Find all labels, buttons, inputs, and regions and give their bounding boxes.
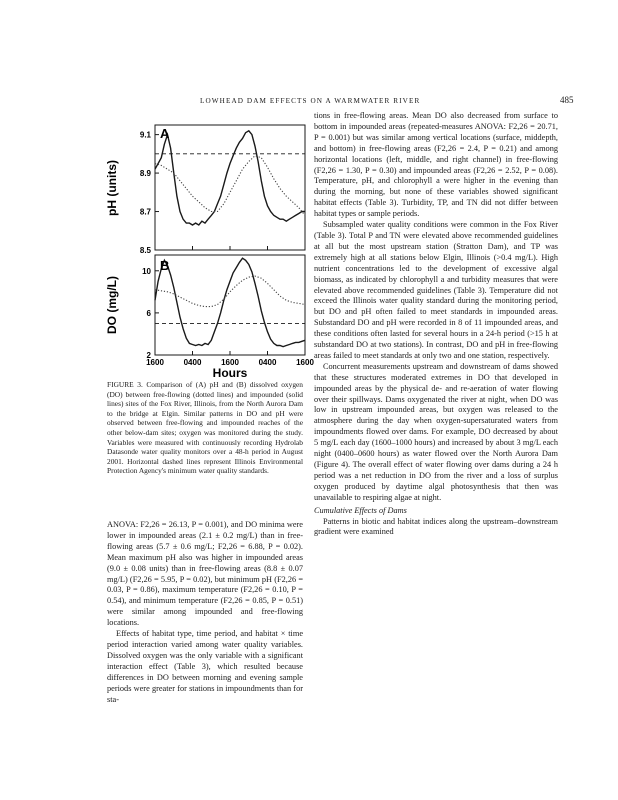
y-tick-label: 8.9 [139,169,151,179]
panel-a [140,131,305,255]
y-tick-label: 8.5 [139,246,151,255]
figure-caption: FIGURE 3. Comparison of (A) pH and (B) dissolved oxygen (DO) between free-flowing (dotted lines) and impounded (solid lines) sites of the Fox River, Illinois, from the North Aurora Dam to the bridge at Elgin. Similar patterns in DO and pH were observed between free-flowing and impounded reaches of the other below-dam sites; oxygen was monitored during the study. Variables were measured with continuously recording Hydrolab Datasonde water quality monitors over a 48-h period in August 2001. Horizontal dashed lines represent Illinois Environmental Protection Agency's minimum water quality standards. [107,380,303,476]
y-tick-label: 9.1 [139,130,151,140]
page-number: 485 [560,95,574,105]
left-paragraph-1: ANOVA: F2,26 = 26.13, P = 0.001), and DO minima were lower in impounded areas (2.1 ± 0.2 mg/L) than in free-flowing areas (5.7 ± 0.6 mg/L; F2,26 = 6.88, P = 0.02). Mean maximum pH also was higher in impounded areas (9.0 ± 0.08 units) than in free-flowing areas (8.8 ± 0.07 mg/L) (F2,26 = 5.95, P = 0.02), but minimum pH (F2,26 = 0.03, P = 0.86), maximum temperature (F2,26 = 0.10, P = 0.54), and minimum temperature (F2,26 = 0.85, P = 0.51) were similar among impounded and free-flowing locations. [107,520,303,628]
right-paragraph-3: Concurrent measurements upstream and downstream of dams showed that these structures moderated extremes in DO that developed in impounded areas by the physical de- and re-aeration of water flowing over their spillways. Dams oxygenated the river at night, when DO was low in upstream impounded areas, but oxygen was released to the atmosphere during the day when oxygen-supersaturated waters from impoundments flowed over dams. For example, DO decreased by about 5 mg/L each day (1600–1000 hours) and increased by about 3 mg/L each night (0400–0600 hours) as water flowed over the North Aurora Dam (Figure 4). The overall effect of water flowing over dams during a 24 h period was a net reduction in DO from the river and a loss of surplus oxygen produced by daytime algal photosynthesis that then was unavailable to respiring algae at night. [314,361,558,502]
panel-a-frame [155,125,305,250]
y-tick-label: 10 [142,266,151,276]
panel-b [142,258,314,367]
right-column-body [314,111,558,538]
x-tick-label: 0400 [258,358,277,367]
section-heading: Cumulative Effects of Dams [314,505,407,515]
x-tick-label: 0400 [183,358,202,367]
impounded-series-line [155,258,305,346]
x-tick-label: 1600 [146,358,164,367]
y-tick-label: 2 [146,351,151,360]
panel-b-label: B [160,258,170,273]
left-column-body [107,520,303,705]
y-tick-label: 8.7 [139,207,151,217]
y-tick-label: 6 [146,308,151,318]
right-paragraph-2: Subsampled water quality conditions were common in the Fox River (Table 3). Total P and TN were elevated above recommended guidelines at all but the most upstream station (Stratton Dam), and TP was extremely high at all stations below Elgin, Illinois (>0.4 mg/L). High nutrient concentrations led to the development of excessive algal biomass, as indicated by chlorophyll a and turbidity measures that were elevated above recommended guidelines (Table 3). Temperature did not exceed the Illinois water quality standard during the monitoring period, but DO and pH often failed to meet standards in impounded areas. Substandard DO and pH were recorded in 8 of 11 impounded areas, and these conditions often lasted for several hours in a 24-h period (>15 h at substandard DO at two stations). In contrast, DO and pH in free-flowing areas failed to meet standards at only two and one station, respectively. [314,220,558,360]
right-paragraph-1: tions in free-flowing areas. Mean DO also decreased from surface to bottom in impounded areas (repeated-measures ANOVA: F2,26 = 20.71, P = 0.001) but was similar among vertical locations (surface, middepth, and bottom) in free-flowing areas (F2,26 = 2.4, P = 0.21) and among horizontal locations (left, middle, and right channel) in free-flowing (F2,26 = 1.30, P = 0.30) and impounded areas (F2,26 = 2.52, P = 0.08). Temperature, pH, and chlorophyll a were higher in the evening than during the morning, but none of these variables showed significant habitat effects (Table 3). Turbidity, TP, and TN did not differ between habitat types or sample periods. [314,111,558,219]
running-header: LOWHEAD DAM EFFECTS ON A WARMWATER RIVER [200,97,421,105]
x-tick-label: 1600 [296,358,314,367]
left-paragraph-2: Effects of habitat type, time period, and habitat × time period interaction varied among water quality variables. Dissolved oxygen was the only variable with a significant interaction effect (Table 3), which resulted because differences in DO between morning and evening sample periods were greater for stations in impoundments than for sta- [107,629,303,704]
x-axis-title: Hours [212,366,248,380]
figure-3 [80,120,314,380]
section-paragraph: Patterns in biotic and habitat indices along the upstream–downstream gradient were examined [314,516,558,537]
x-tick-label: 1600 [221,358,239,367]
panel-a-ylabel: pH (units) [105,160,119,216]
panel-b-ylabel: DO (mg/L) [105,276,119,334]
panel-a-label: A [160,126,170,141]
